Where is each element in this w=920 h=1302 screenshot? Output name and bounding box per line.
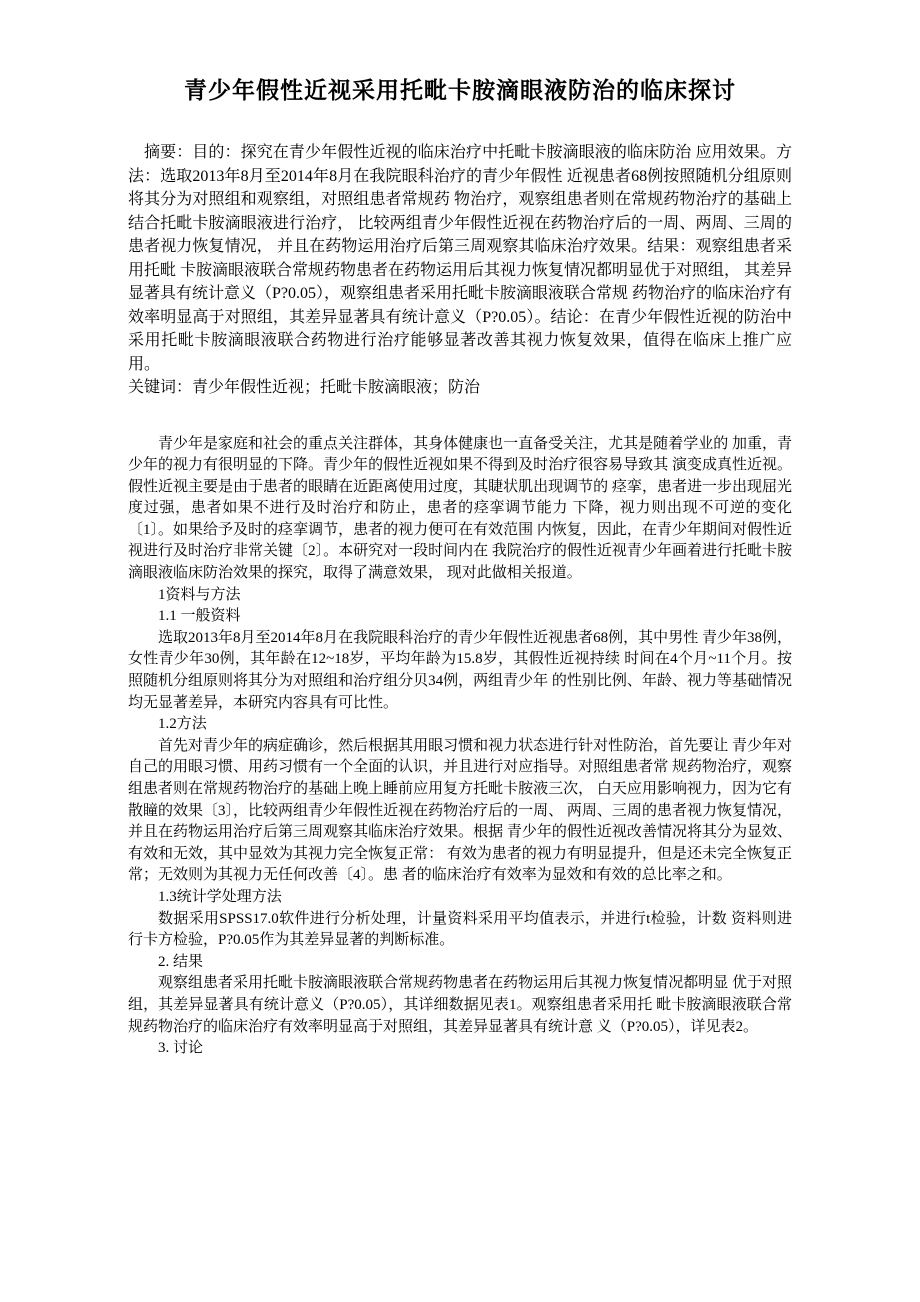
results-paragraph: 观察组患者采用托毗卡胺滴眼液联合常规药物患者在药物运用后其视力恢复情况都明显 优于对照组，其差异显著具有统计意义（P?0.05），其详细数据见表1。观察组患者采用托 毗卡胺滴眼液联合常规药物治疗的临床治疗有效率明显高于对照组，其差异显著具有统计意 义（P?0.05），详见表2。: [128, 975, 792, 1035]
paper-title: 青少年假性近视采用托毗卡胺滴眼液防治的临床探讨: [184, 77, 736, 103]
methods-paragraph: 首先对青少年的病症确诊，然后根据其用眼习惯和视力状态进行针对性防治，首先要让 青少年对自己的用眼习惯、用药习惯有一个全面的认识，并且进行对应指导。对照组患者常 规药物治疗，观察组患者则在常规药物治疗的基础上晚上睡前应用复方托毗卡胺液三次， 白天应用影响视力，因为它有散瞳的效果〔3〕，比较两组青少年假性近视在药物治疗后的一周、 两周、三周的患者视力恢复情况，并且在药物运用治疗后第三周观察其临床治疗效果。根据 青少年的假性近视改善情况将其分为显效、有效和无效，其中显效为其视力完全恢复正常： 有效为患者的视力有明显提升，但是还未完全恢复正常；无效则为其视力无任何改善〔4〕。患 者的临床治疗有效率为显效和有效的总比率之和。: [128, 737, 792, 884]
section-heading-statistics: 1.3统计学处理方法: [158, 888, 282, 905]
section-heading-discussion: 3. 讨论: [158, 1040, 204, 1057]
general-data-paragraph: 选取2013年8月至2014年8月在我院眼科治疗的青少年假性近视患者68例，其中男性 青少年38例，女性青少年30例，其年龄在12~18岁，平均年龄为15.8岁，其假性近视持续 时间在4个月~11个月。按照随机分组原则将其分为对照组和治疗组分贝34例，两组青少年 的性别比例、年龄、视力等基础情况均无显著差异，本研究内容具有可比性。: [128, 629, 792, 711]
intro-paragraph: 青少年是家庭和社会的重点关注群体，其身体健康也一直备受关注，尤其是随着学业的 加重，青少年的视力有很明显的下降。青少年的假性近视如果不得到及时治疗很容易导致其 演变成真性近视。假性近视主要是由于患者的眼睛在近距离使用过度，其睫状肌出现调节的 痉挛，患者进一步出现屈光度过强，患者如果不进行及时治疗和防止，患者的痉挛调节能力 下降，视力则出现不可逆的变化〔1〕。如果给予及时的痉挛调节，患者的视力便可在有效范围 内恢复，因此，在青少年期间对假性近视进行及时治疗非常关键〔2〕。本研究对一段时间内在 我院治疗的假性近视青少年画着进行托毗卡胺滴眼液临床防治效果的探究，取得了满意效果， 现对此做相关报道。: [128, 435, 792, 582]
section-heading-methods: 1.2方法: [158, 716, 207, 733]
statistics-paragraph: 数据采用SPSS17.0软件进行分析处理，计量资料采用平均值表示，并进行t检验，计数 资料则进行卡方检验，P?0.05作为其差异显著的判断标准。: [128, 910, 792, 949]
abstract-paragraph: 摘要：目的：探究在青少年假性近视的临床治疗中托毗卡胺滴眼液的临床防治 应用效果。方法：选取2013年8月至2014年8月在我院眼科治疗的青少年假性 近视患者68例按照随机分组原则将其分为对照组和观察组，对照组患者常规药 物治疗，观察组患者则在常规药物治疗的基础上结合托毗卡胺滴眼液进行治疗， 比较两组青少年假性近视在药物治疗后的一周、两周、三周的患者视力恢复情况， 并且在药物运用治疗后第三周观察其临床治疗效果。结果：观察组患者采用托毗 卡胺滴眼液联合常规药物患者在药物运用后其视力恢复情况都明显优于对照组， 其差异显著具有统计意义（P?0.05），观察组患者采用托毗卡胺滴眼液联合常规 药物治疗的临床治疗有效率明显高于对照组，其差异显著具有统计意义（P?0.05）。结论：在青少年假性近视的防治中采用托毗卡胺滴眼液联合药物进行治疗能够显著改善其视力恢复效果，值得在临床上推广应用。: [128, 144, 793, 373]
paper-body: [128, 434, 792, 1060]
section-heading-general-data: 1.1 一般资料: [158, 608, 241, 625]
abstract-section: [128, 141, 792, 400]
keywords-line: 关键词：青少年假性近视；托毗卡胺滴眼液；防治: [128, 379, 481, 396]
section-heading-materials-methods: 1资料与方法: [158, 586, 241, 603]
section-heading-results: 2. 结果: [158, 953, 204, 970]
